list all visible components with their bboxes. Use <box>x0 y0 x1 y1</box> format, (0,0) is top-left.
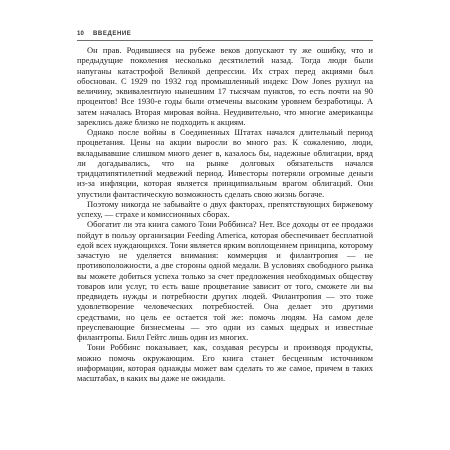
paragraph: Обогатит ли эта книга самого Тони Роббинса? Нет. Все доходы от ее продажи пойдут в пользу организации Feeding America, которая обеспечивает бесплатной едой всех нуждающихся. Тони является ярким воплощением принципа, которому зачастую не уделяется внимания: коммерция и филантропия — не противоположности, а две стороны одной медали. В условиях свободного рынка вы можете добиться успеха только за счет предложения необходимых обществу товаров или услуг, то есть ваше процветание зависит от того, сможете ли вы предвидеть нужды и потребности других людей. Филантропия — это тоже удовлетворение человеческих потребностей. Она делает это другими средствами, но цель ее остается той же: помочь людям. На самом деле преуспевающие бизнесмены — это одни из самых щедрых и известные филантропы. Билл Гейтс лишь один из многих. <box>77 219 373 342</box>
running-head: ВВЕДЕНИЕ <box>93 31 132 37</box>
paragraph: Поэтому никогда не забывайте о двух факторах, препятствующих биржевому успеху, — страхе и комиссионных сборах. <box>77 198 373 219</box>
header-rule <box>77 40 373 41</box>
body-text <box>77 45 373 383</box>
page-number: 10 <box>77 31 85 37</box>
paragraph: Он прав. Родившиеся на рубеже веков допускают ту же ошибку, что и предыдущие поколения несколько десятилетий назад. Тогда люди были напуганы катастрофой Великой депрессии. Их страх перед акциями был обоснован. С 1929 по 1932 год промышленный индекс Dow Jones рухнул на величину, эквивалентную нынешним 17 тысячам пунктов, то есть почти на 90 процентов! Все 1930-е годы были отмечены высоким уровнем безработицы. А затем началась Вторая мировая война. Неудивительно, что многие американцы зареклись даже близко не подходить к акциям. <box>77 45 373 127</box>
paragraph: Тони Роббинс показывает, как, создавая ресурсы и производя продукты, можно помочь окружающим. Его книга станет бесценным источником информации, которая однажды может вам сделать то же самое, причем в таких масштабах, в каких вы даже не ожидали. <box>77 342 373 383</box>
paragraph: Однако после войны в Соединенных Штатах начался длительный период процветания. Цены на акции выросли во много раз. К сожалению, люди, вкладывавшие слишком много денег в, казалось бы, надежные облигации, вряд ли догадывались, что на рынке долговых обязательств начался тридцатипятилетний медвежий период. Инвесторы потеряли огромные деньги из-за инфляции, которая является принципиальным врагом облигаций. Они упустили фантастическую возможность сделать свою жизнь богаче. <box>77 127 373 199</box>
page-header <box>77 31 373 43</box>
